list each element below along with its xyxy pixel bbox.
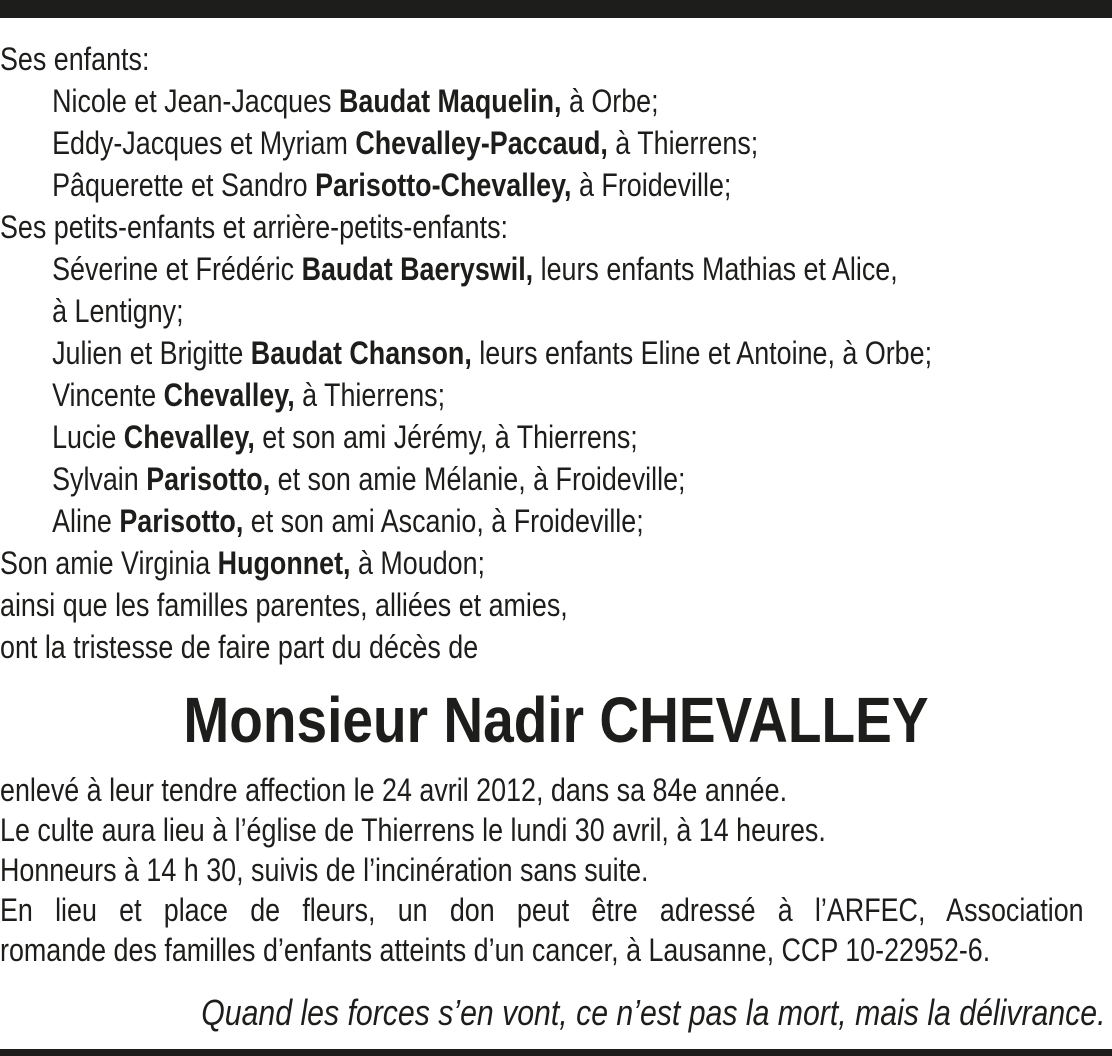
- child-line: [0, 164, 934, 206]
- top-rule: [0, 0, 1112, 18]
- child-surname: Baudat Maquelin,: [338, 83, 562, 119]
- child-location: à Orbe;: [561, 83, 659, 119]
- grandchild-text: Lucie: [52, 419, 124, 455]
- grandchild-line: [0, 500, 934, 542]
- grandchild-surname: Parisotto,: [146, 461, 271, 497]
- child-location: à Froideville;: [571, 167, 732, 203]
- donation-line: romande des familles d’enfants atteints d’un cancer, à Lausanne, CCP 10-22952-6.: [0, 932, 991, 968]
- grandchild-text: à Lentigny;: [52, 293, 184, 329]
- grandchild-text: Séverine et Frédéric: [52, 251, 302, 287]
- grandchild-line: [0, 290, 934, 332]
- friend-location: à Moudon;: [350, 545, 486, 581]
- child-surname: Parisotto-Chevalley,: [315, 167, 572, 203]
- child-text: Eddy-Jacques et Myriam: [52, 125, 356, 161]
- child-line: [0, 80, 934, 122]
- grandchild-surname: Parisotto,: [119, 503, 244, 539]
- child-surname: Chevalley-Paccaud,: [355, 125, 608, 161]
- friend-line: [0, 542, 934, 584]
- grandchild-line: [0, 248, 934, 290]
- grandchild-details: et son ami Jérémy, à Thierrens;: [254, 419, 638, 455]
- service-line: Le culte aura lieu à l’église de Thierrens le lundi 30 avril, à 14 heures.: [0, 812, 826, 848]
- child-text: Pâquerette et Sandro: [52, 167, 316, 203]
- grandchild-surname: Chevalley,: [163, 377, 295, 413]
- friend-text: Son amie Virginia: [0, 545, 218, 581]
- grandchild-surname: Chevalley,: [123, 419, 255, 455]
- friend-surname: Hugonnet,: [217, 545, 351, 581]
- child-location: à Thierrens;: [607, 125, 759, 161]
- family-list: [0, 38, 1112, 668]
- grandchild-details: à Thierrens;: [294, 377, 446, 413]
- grandchild-line: [0, 332, 934, 374]
- details-text: [0, 770, 1084, 970]
- grandchildren-heading: Ses petits-enfants et arrière-petits-enfants:: [0, 209, 508, 245]
- grandchild-line: [0, 416, 934, 458]
- child-text: Nicole et Jean-Jacques: [52, 83, 339, 119]
- deceased-name: Monsieur Nadir CHEVALLEY: [183, 684, 929, 756]
- grandchild-line: [0, 458, 934, 500]
- grandchild-surname: Baudat Chanson,: [250, 335, 472, 371]
- grandchild-text: Sylvain: [52, 461, 147, 497]
- grandchild-details: et son amie Mélanie, à Froideville;: [270, 461, 686, 497]
- death-date-line: enlevé à leur tendre affection le 24 avril 2012, dans sa 84e année.: [0, 772, 788, 808]
- closing-quote: Quand les forces s’en vont, ce n’est pas la mort, mais la délivrance.: [201, 992, 1106, 1033]
- bottom-rule: [0, 1049, 1112, 1056]
- grandchild-details: leurs enfants Eline et Antoine, à Orbe;: [471, 335, 933, 371]
- grandchild-details: leurs enfants Mathias et Alice,: [533, 251, 898, 287]
- grandchild-line: [0, 374, 934, 416]
- children-heading: Ses enfants:: [0, 41, 150, 77]
- announcement-line: ont la tristesse de faire part du décès de: [0, 629, 479, 665]
- honours-line: Honneurs à 14 h 30, suivis de l’incinération sans suite.: [0, 852, 649, 888]
- child-line: [0, 122, 934, 164]
- families-line: ainsi que les familles parentes, alliées et amies,: [0, 587, 568, 623]
- grandchild-surname: Baudat Baeryswil,: [301, 251, 534, 287]
- funeral-details: [0, 770, 1112, 970]
- grandchild-text: Aline: [52, 503, 120, 539]
- grandchild-text: Vincente: [52, 377, 164, 413]
- grandchild-details: et son ami Ascanio, à Froideville;: [243, 503, 644, 539]
- grandchild-text: Julien et Brigitte: [52, 335, 251, 371]
- donation-line: En lieu et place de fleurs, un don peut être adressé à l’ARFEC, Association: [0, 892, 1084, 928]
